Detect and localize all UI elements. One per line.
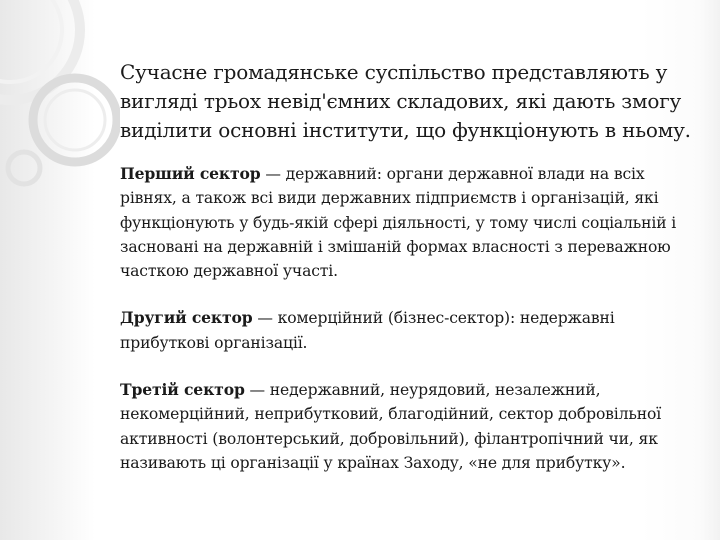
sector-term: Третій сектор [120,380,245,400]
decorative-circle-large [0,0,80,100]
sector-paragraph-second [120,306,695,355]
intro-paragraph: Сучасне громадянське суспільство представляють у вигляді трьох невід'ємних складових, які дають змогу виділити основні інститути, що функціонують в ньому. [120,60,691,142]
sector-term: Перший сектор [120,164,261,183]
sector-definition: — недержавний, неурядовий, незалежний, некомерційний, неприбутковий, благодійний, сектор добровільної активності (волонтерський, добровільний), філантропічний чи, як називають ці організації у країнах Заходу, «не для прибутку». [120,381,662,472]
sector-definition: — державний: органи державної влади на всіх рівнях, а також всі види державних підприємств і організацій, які функціонують у будь-якій сфері діяльності, у тому числі соціальній і засновані на державній і змішаній формах власності з переважною часткою державної участі. [120,165,677,281]
decorative-circle-small [8,152,40,184]
sector-definition: — комерційний (бізнес-сектор): недержавні прибуткові організації. [120,309,615,352]
decorative-circle-lower-inner [45,90,105,150]
sector-paragraph-third [120,378,695,475]
decorative-circle-mid [0,0,62,82]
slide-content [120,58,695,498]
sector-term: Другий сектор [120,308,253,328]
decorative-circles [0,0,120,540]
sector-paragraph-first [120,162,695,283]
